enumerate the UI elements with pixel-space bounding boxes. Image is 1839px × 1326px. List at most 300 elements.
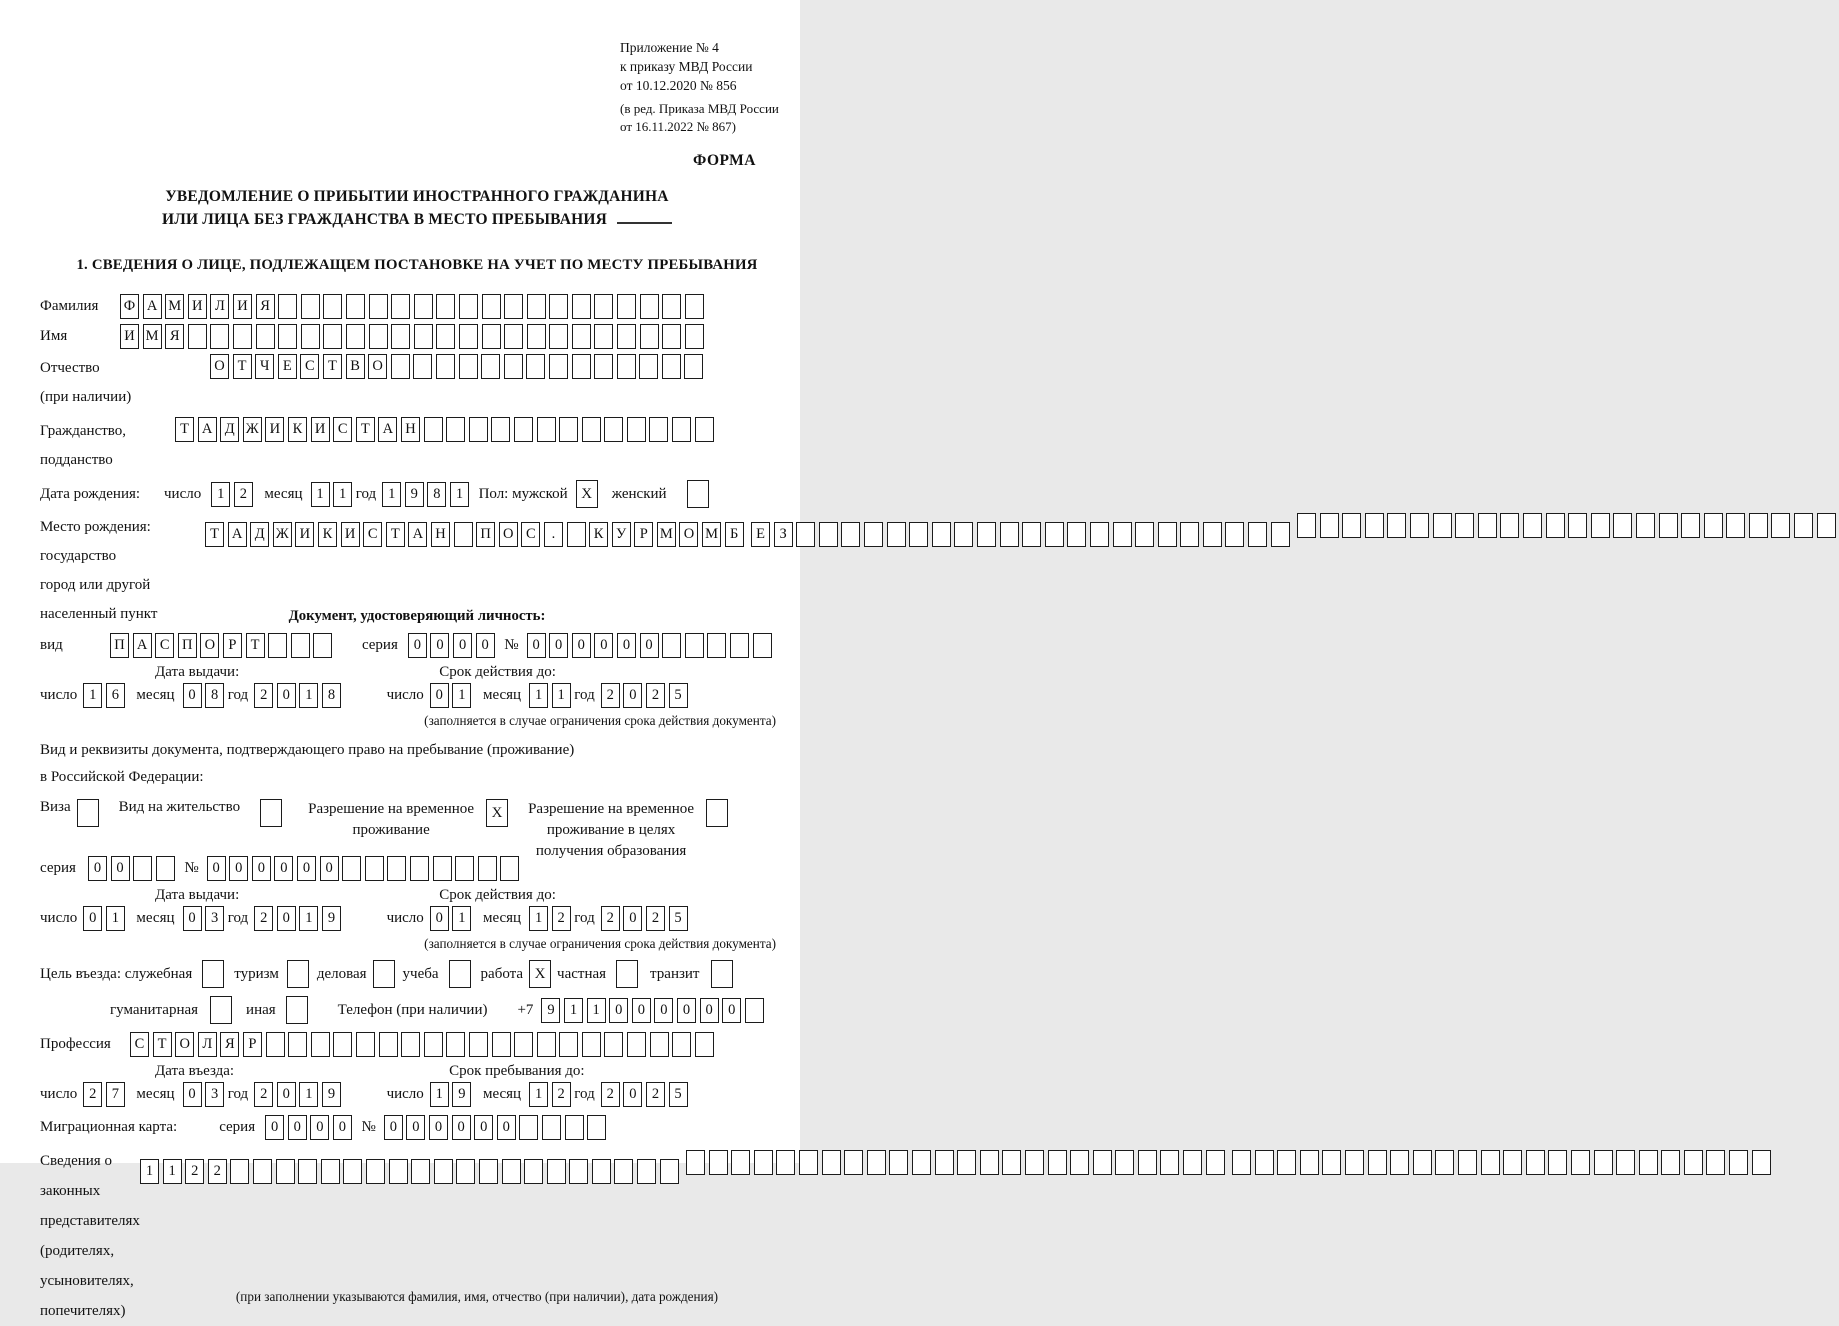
char-cell[interactable] bbox=[1481, 1150, 1500, 1175]
char-cell[interactable] bbox=[572, 294, 591, 319]
char-cell[interactable]: 1 bbox=[587, 998, 606, 1023]
char-cell[interactable] bbox=[1639, 1150, 1658, 1175]
char-cell[interactable]: Ч bbox=[255, 354, 274, 379]
char-cell[interactable]: 9 bbox=[541, 998, 560, 1023]
char-cell[interactable] bbox=[1500, 513, 1519, 538]
char-cell[interactable]: Н bbox=[431, 522, 450, 547]
char-cell[interactable] bbox=[617, 324, 636, 349]
char-cell[interactable]: 0 bbox=[474, 1115, 493, 1140]
char-cell[interactable] bbox=[537, 417, 556, 442]
char-cell[interactable] bbox=[582, 417, 601, 442]
char-cell[interactable] bbox=[695, 1032, 714, 1057]
char-cell[interactable] bbox=[1435, 1150, 1454, 1175]
char-cell[interactable] bbox=[549, 324, 568, 349]
char-cell[interactable] bbox=[298, 1159, 317, 1184]
char-cell[interactable]: 0 bbox=[549, 633, 568, 658]
char-cell[interactable]: М bbox=[702, 522, 721, 547]
char-cell[interactable] bbox=[288, 1032, 307, 1057]
char-cell[interactable] bbox=[433, 856, 452, 881]
char-cell[interactable] bbox=[379, 1032, 398, 1057]
char-cell[interactable]: 1 bbox=[311, 482, 330, 507]
char-cell[interactable] bbox=[459, 324, 478, 349]
char-cell[interactable] bbox=[662, 294, 681, 319]
char-cell[interactable] bbox=[1749, 513, 1768, 538]
char-cell[interactable] bbox=[592, 1159, 611, 1184]
char-cell[interactable]: 1 bbox=[564, 998, 583, 1023]
char-cell[interactable] bbox=[504, 294, 523, 319]
char-cell[interactable]: 2 bbox=[601, 683, 620, 708]
char-cell[interactable]: 0 bbox=[183, 1082, 202, 1107]
char-cell[interactable] bbox=[1022, 522, 1041, 547]
char-cell[interactable]: 0 bbox=[88, 856, 107, 881]
char-cell[interactable] bbox=[414, 324, 433, 349]
char-cell[interactable]: 3 bbox=[205, 906, 224, 931]
char-cell[interactable]: Е bbox=[278, 354, 297, 379]
char-cell[interactable] bbox=[424, 417, 443, 442]
char-cell[interactable] bbox=[188, 324, 207, 349]
char-cell[interactable] bbox=[1206, 1150, 1225, 1175]
char-cell[interactable] bbox=[256, 324, 275, 349]
char-cell[interactable] bbox=[434, 1159, 453, 1184]
char-cell[interactable] bbox=[313, 633, 332, 658]
char-cell[interactable] bbox=[1113, 522, 1132, 547]
char-cell[interactable]: П bbox=[476, 522, 495, 547]
char-cell[interactable]: Д bbox=[220, 417, 239, 442]
char-cell[interactable] bbox=[455, 856, 474, 881]
char-cell[interactable]: 2 bbox=[552, 1082, 571, 1107]
char-cell[interactable] bbox=[387, 856, 406, 881]
char-cell[interactable] bbox=[446, 417, 465, 442]
char-cell[interactable] bbox=[436, 324, 455, 349]
char-cell[interactable] bbox=[650, 1032, 669, 1057]
char-cell[interactable] bbox=[819, 522, 838, 547]
char-cell[interactable]: Т bbox=[205, 522, 224, 547]
char-cell[interactable] bbox=[1225, 522, 1244, 547]
char-cell[interactable]: М bbox=[143, 324, 162, 349]
char-cell[interactable]: 1 bbox=[333, 482, 352, 507]
char-cell[interactable]: 2 bbox=[83, 1082, 102, 1107]
char-cell[interactable] bbox=[1158, 522, 1177, 547]
char-cell[interactable] bbox=[1002, 1150, 1021, 1175]
purpose-official-checkbox[interactable] bbox=[202, 960, 224, 988]
char-cell[interactable]: О bbox=[175, 1032, 194, 1057]
char-cell[interactable]: 0 bbox=[183, 906, 202, 931]
char-cell[interactable] bbox=[514, 417, 533, 442]
char-cell[interactable] bbox=[1526, 1150, 1545, 1175]
purpose-work-checkbox[interactable]: X bbox=[529, 960, 551, 988]
char-cell[interactable] bbox=[1594, 1150, 1613, 1175]
char-cell[interactable]: 0 bbox=[654, 998, 673, 1023]
char-cell[interactable] bbox=[587, 1115, 606, 1140]
char-cell[interactable]: Ж bbox=[243, 417, 262, 442]
char-cell[interactable] bbox=[519, 1115, 538, 1140]
char-cell[interactable] bbox=[311, 1032, 330, 1057]
char-cell[interactable] bbox=[980, 1150, 999, 1175]
char-cell[interactable] bbox=[1271, 522, 1290, 547]
char-cell[interactable] bbox=[1138, 1150, 1157, 1175]
char-cell[interactable] bbox=[1706, 1150, 1725, 1175]
female-checkbox[interactable] bbox=[687, 480, 709, 508]
char-cell[interactable] bbox=[977, 522, 996, 547]
char-cell[interactable] bbox=[685, 633, 704, 658]
char-cell[interactable] bbox=[684, 354, 703, 379]
char-cell[interactable] bbox=[268, 633, 287, 658]
char-cell[interactable]: И bbox=[188, 294, 207, 319]
char-cell[interactable]: 0 bbox=[320, 856, 339, 881]
char-cell[interactable] bbox=[1523, 513, 1542, 538]
char-cell[interactable] bbox=[1613, 513, 1632, 538]
char-cell[interactable]: 2 bbox=[208, 1159, 227, 1184]
char-cell[interactable]: 0 bbox=[297, 856, 316, 881]
char-cell[interactable]: 1 bbox=[140, 1159, 159, 1184]
char-cell[interactable]: А bbox=[133, 633, 152, 658]
char-cell[interactable]: 3 bbox=[205, 1082, 224, 1107]
char-cell[interactable]: 2 bbox=[646, 1082, 665, 1107]
char-cell[interactable] bbox=[342, 856, 361, 881]
char-cell[interactable] bbox=[346, 324, 365, 349]
char-cell[interactable] bbox=[1277, 1150, 1296, 1175]
char-cell[interactable] bbox=[1413, 1150, 1432, 1175]
char-cell[interactable]: 2 bbox=[552, 906, 571, 931]
char-cell[interactable]: С bbox=[130, 1032, 149, 1057]
char-cell[interactable] bbox=[1160, 1150, 1179, 1175]
char-cell[interactable] bbox=[1659, 513, 1678, 538]
char-cell[interactable]: Р bbox=[634, 522, 653, 547]
char-cell[interactable] bbox=[637, 1159, 656, 1184]
char-cell[interactable]: 0 bbox=[310, 1115, 329, 1140]
char-cell[interactable] bbox=[709, 1150, 728, 1175]
char-cell[interactable] bbox=[537, 1032, 556, 1057]
char-cell[interactable] bbox=[954, 522, 973, 547]
char-cell[interactable]: П bbox=[178, 633, 197, 658]
char-cell[interactable] bbox=[1616, 1150, 1635, 1175]
char-cell[interactable] bbox=[411, 1159, 430, 1184]
char-cell[interactable] bbox=[567, 522, 586, 547]
char-cell[interactable]: Я bbox=[165, 324, 184, 349]
char-cell[interactable] bbox=[321, 1159, 340, 1184]
char-cell[interactable] bbox=[614, 1159, 633, 1184]
char-cell[interactable] bbox=[1070, 1150, 1089, 1175]
char-cell[interactable] bbox=[822, 1150, 841, 1175]
char-cell[interactable]: 0 bbox=[384, 1115, 403, 1140]
char-cell[interactable] bbox=[1045, 522, 1064, 547]
char-cell[interactable] bbox=[1048, 1150, 1067, 1175]
char-cell[interactable]: 0 bbox=[453, 633, 472, 658]
char-cell[interactable]: Я bbox=[256, 294, 275, 319]
char-cell[interactable]: О bbox=[679, 522, 698, 547]
char-cell[interactable] bbox=[627, 417, 646, 442]
char-cell[interactable] bbox=[559, 1032, 578, 1057]
char-cell[interactable] bbox=[481, 354, 500, 379]
char-cell[interactable]: 1 bbox=[552, 683, 571, 708]
char-cell[interactable] bbox=[527, 324, 546, 349]
char-cell[interactable] bbox=[594, 354, 613, 379]
char-cell[interactable] bbox=[301, 294, 320, 319]
char-cell[interactable] bbox=[844, 1150, 863, 1175]
char-cell[interactable] bbox=[1410, 513, 1429, 538]
char-cell[interactable] bbox=[365, 856, 384, 881]
char-cell[interactable]: 0 bbox=[623, 906, 642, 931]
char-cell[interactable] bbox=[482, 294, 501, 319]
char-cell[interactable] bbox=[909, 522, 928, 547]
char-cell[interactable]: 0 bbox=[252, 856, 271, 881]
char-cell[interactable] bbox=[479, 1159, 498, 1184]
char-cell[interactable] bbox=[459, 354, 478, 379]
char-cell[interactable] bbox=[333, 1032, 352, 1057]
char-cell[interactable]: 2 bbox=[254, 683, 273, 708]
char-cell[interactable]: 0 bbox=[452, 1115, 471, 1140]
char-cell[interactable]: 8 bbox=[322, 683, 341, 708]
char-cell[interactable] bbox=[266, 1032, 285, 1057]
char-cell[interactable] bbox=[1681, 513, 1700, 538]
char-cell[interactable] bbox=[1090, 522, 1109, 547]
char-cell[interactable] bbox=[796, 522, 815, 547]
char-cell[interactable] bbox=[565, 1115, 584, 1140]
char-cell[interactable] bbox=[707, 633, 726, 658]
char-cell[interactable]: 1 bbox=[211, 482, 230, 507]
char-cell[interactable] bbox=[660, 1159, 679, 1184]
char-cell[interactable]: А bbox=[378, 417, 397, 442]
char-cell[interactable]: О bbox=[210, 354, 229, 379]
char-cell[interactable] bbox=[1390, 1150, 1409, 1175]
char-cell[interactable] bbox=[549, 294, 568, 319]
char-cell[interactable]: 6 bbox=[106, 683, 125, 708]
char-cell[interactable]: 0 bbox=[632, 998, 651, 1023]
char-cell[interactable]: В bbox=[346, 354, 365, 379]
char-cell[interactable]: 0 bbox=[111, 856, 130, 881]
char-cell[interactable] bbox=[1478, 513, 1497, 538]
char-cell[interactable]: С bbox=[300, 354, 319, 379]
char-cell[interactable]: У bbox=[612, 522, 631, 547]
char-cell[interactable]: 1 bbox=[163, 1159, 182, 1184]
char-cell[interactable]: 0 bbox=[594, 633, 613, 658]
char-cell[interactable]: И bbox=[233, 294, 252, 319]
char-cell[interactable]: 0 bbox=[277, 683, 296, 708]
char-cell[interactable]: Л bbox=[210, 294, 229, 319]
char-cell[interactable] bbox=[1458, 1150, 1477, 1175]
char-cell[interactable] bbox=[1568, 513, 1587, 538]
char-cell[interactable] bbox=[649, 417, 668, 442]
char-cell[interactable] bbox=[1300, 1150, 1319, 1175]
char-cell[interactable] bbox=[1433, 513, 1452, 538]
char-cell[interactable] bbox=[514, 1032, 533, 1057]
char-cell[interactable] bbox=[640, 294, 659, 319]
char-cell[interactable]: 0 bbox=[274, 856, 293, 881]
char-cell[interactable]: 0 bbox=[207, 856, 226, 881]
char-cell[interactable] bbox=[1368, 1150, 1387, 1175]
char-cell[interactable] bbox=[526, 354, 545, 379]
purpose-humanitarian-checkbox[interactable] bbox=[210, 996, 232, 1024]
char-cell[interactable] bbox=[446, 1032, 465, 1057]
char-cell[interactable]: 0 bbox=[700, 998, 719, 1023]
char-cell[interactable] bbox=[776, 1150, 795, 1175]
char-cell[interactable] bbox=[1591, 513, 1610, 538]
char-cell[interactable] bbox=[504, 354, 523, 379]
char-cell[interactable] bbox=[1322, 1150, 1341, 1175]
char-cell[interactable] bbox=[1203, 522, 1222, 547]
char-cell[interactable] bbox=[469, 417, 488, 442]
char-cell[interactable] bbox=[278, 294, 297, 319]
char-cell[interactable] bbox=[1636, 513, 1655, 538]
char-cell[interactable]: Ф bbox=[120, 294, 139, 319]
char-cell[interactable]: Т bbox=[246, 633, 265, 658]
char-cell[interactable]: И bbox=[265, 417, 284, 442]
char-cell[interactable] bbox=[640, 324, 659, 349]
char-cell[interactable]: 2 bbox=[254, 906, 273, 931]
char-cell[interactable]: 9 bbox=[405, 482, 424, 507]
char-cell[interactable] bbox=[133, 856, 152, 881]
char-cell[interactable]: 0 bbox=[497, 1115, 516, 1140]
char-cell[interactable]: 1 bbox=[299, 1082, 318, 1107]
char-cell[interactable]: 1 bbox=[529, 683, 548, 708]
purpose-other-checkbox[interactable] bbox=[286, 996, 308, 1024]
char-cell[interactable] bbox=[685, 294, 704, 319]
char-cell[interactable]: К bbox=[318, 522, 337, 547]
char-cell[interactable] bbox=[617, 294, 636, 319]
char-cell[interactable] bbox=[1546, 513, 1565, 538]
char-cell[interactable] bbox=[1297, 513, 1316, 538]
char-cell[interactable] bbox=[436, 294, 455, 319]
char-cell[interactable] bbox=[230, 1159, 249, 1184]
char-cell[interactable]: А bbox=[143, 294, 162, 319]
char-cell[interactable] bbox=[604, 417, 623, 442]
char-cell[interactable] bbox=[1320, 513, 1339, 538]
char-cell[interactable]: 9 bbox=[452, 1082, 471, 1107]
char-cell[interactable]: 1 bbox=[382, 482, 401, 507]
char-cell[interactable] bbox=[731, 1150, 750, 1175]
char-cell[interactable] bbox=[864, 522, 883, 547]
char-cell[interactable] bbox=[391, 354, 410, 379]
char-cell[interactable] bbox=[1455, 513, 1474, 538]
char-cell[interactable]: 1 bbox=[450, 482, 469, 507]
char-cell[interactable]: О bbox=[200, 633, 219, 658]
char-cell[interactable] bbox=[369, 294, 388, 319]
char-cell[interactable] bbox=[454, 522, 473, 547]
char-cell[interactable]: 2 bbox=[601, 1082, 620, 1107]
char-cell[interactable] bbox=[1503, 1150, 1522, 1175]
char-cell[interactable] bbox=[414, 294, 433, 319]
char-cell[interactable]: 2 bbox=[185, 1159, 204, 1184]
char-cell[interactable] bbox=[1232, 1150, 1251, 1175]
char-cell[interactable] bbox=[867, 1150, 886, 1175]
purpose-study-checkbox[interactable] bbox=[449, 960, 471, 988]
char-cell[interactable] bbox=[491, 417, 510, 442]
char-cell[interactable]: 1 bbox=[106, 906, 125, 931]
char-cell[interactable]: 2 bbox=[646, 683, 665, 708]
char-cell[interactable] bbox=[935, 1150, 954, 1175]
char-cell[interactable]: И bbox=[120, 324, 139, 349]
char-cell[interactable]: 0 bbox=[183, 683, 202, 708]
char-cell[interactable] bbox=[594, 324, 613, 349]
char-cell[interactable] bbox=[639, 354, 658, 379]
char-cell[interactable]: 8 bbox=[205, 683, 224, 708]
char-cell[interactable] bbox=[932, 522, 951, 547]
char-cell[interactable]: 0 bbox=[722, 998, 741, 1023]
char-cell[interactable] bbox=[527, 294, 546, 319]
char-cell[interactable]: Р bbox=[223, 633, 242, 658]
char-cell[interactable]: 0 bbox=[430, 633, 449, 658]
char-cell[interactable] bbox=[1771, 513, 1790, 538]
char-cell[interactable] bbox=[366, 1159, 385, 1184]
char-cell[interactable] bbox=[1093, 1150, 1112, 1175]
male-checkbox[interactable]: X bbox=[576, 480, 598, 508]
char-cell[interactable] bbox=[323, 294, 342, 319]
char-cell[interactable]: 0 bbox=[640, 633, 659, 658]
char-cell[interactable]: 1 bbox=[452, 906, 471, 931]
char-cell[interactable] bbox=[672, 1032, 691, 1057]
char-cell[interactable]: Т bbox=[175, 417, 194, 442]
char-cell[interactable]: 9 bbox=[322, 906, 341, 931]
char-cell[interactable] bbox=[547, 1159, 566, 1184]
char-cell[interactable]: 7 bbox=[106, 1082, 125, 1107]
residence-permit-checkbox[interactable] bbox=[260, 799, 282, 827]
char-cell[interactable] bbox=[401, 1032, 420, 1057]
char-cell[interactable]: 0 bbox=[277, 906, 296, 931]
char-cell[interactable]: . bbox=[544, 522, 563, 547]
char-cell[interactable]: 1 bbox=[452, 683, 471, 708]
char-cell[interactable] bbox=[912, 1150, 931, 1175]
edu-permit-checkbox[interactable] bbox=[706, 799, 728, 827]
char-cell[interactable] bbox=[582, 1032, 601, 1057]
char-cell[interactable]: 0 bbox=[623, 1082, 642, 1107]
char-cell[interactable] bbox=[410, 856, 429, 881]
char-cell[interactable] bbox=[662, 633, 681, 658]
char-cell[interactable] bbox=[1752, 1150, 1771, 1175]
char-cell[interactable] bbox=[617, 354, 636, 379]
char-cell[interactable] bbox=[1025, 1150, 1044, 1175]
char-cell[interactable]: Н bbox=[401, 417, 420, 442]
char-cell[interactable]: 0 bbox=[288, 1115, 307, 1140]
char-cell[interactable]: К bbox=[288, 417, 307, 442]
char-cell[interactable] bbox=[456, 1159, 475, 1184]
char-cell[interactable]: 5 bbox=[669, 683, 688, 708]
char-cell[interactable] bbox=[1115, 1150, 1134, 1175]
char-cell[interactable]: 0 bbox=[430, 683, 449, 708]
char-cell[interactable] bbox=[1548, 1150, 1567, 1175]
char-cell[interactable] bbox=[156, 856, 175, 881]
char-cell[interactable] bbox=[572, 354, 591, 379]
char-cell[interactable] bbox=[841, 522, 860, 547]
char-cell[interactable] bbox=[627, 1032, 646, 1057]
char-cell[interactable]: А bbox=[198, 417, 217, 442]
char-cell[interactable] bbox=[799, 1150, 818, 1175]
char-cell[interactable] bbox=[1387, 513, 1406, 538]
char-cell[interactable]: 0 bbox=[406, 1115, 425, 1140]
char-cell[interactable] bbox=[356, 1032, 375, 1057]
purpose-private-checkbox[interactable] bbox=[616, 960, 638, 988]
char-cell[interactable] bbox=[1684, 1150, 1703, 1175]
char-cell[interactable] bbox=[569, 1159, 588, 1184]
char-cell[interactable] bbox=[549, 354, 568, 379]
purpose-transit-checkbox[interactable] bbox=[711, 960, 733, 988]
char-cell[interactable] bbox=[233, 324, 252, 349]
char-cell[interactable]: 2 bbox=[601, 906, 620, 931]
temp-permit-checkbox[interactable]: X bbox=[486, 799, 508, 827]
char-cell[interactable] bbox=[730, 633, 749, 658]
char-cell[interactable]: 0 bbox=[408, 633, 427, 658]
char-cell[interactable] bbox=[1342, 513, 1361, 538]
char-cell[interactable]: Т bbox=[233, 354, 252, 379]
char-cell[interactable]: З bbox=[774, 522, 793, 547]
char-cell[interactable]: 8 bbox=[427, 482, 446, 507]
char-cell[interactable]: 2 bbox=[646, 906, 665, 931]
char-cell[interactable] bbox=[753, 633, 772, 658]
char-cell[interactable] bbox=[323, 324, 342, 349]
char-cell[interactable]: А bbox=[228, 522, 247, 547]
char-cell[interactable]: 0 bbox=[429, 1115, 448, 1140]
char-cell[interactable]: 0 bbox=[430, 906, 449, 931]
char-cell[interactable] bbox=[278, 324, 297, 349]
